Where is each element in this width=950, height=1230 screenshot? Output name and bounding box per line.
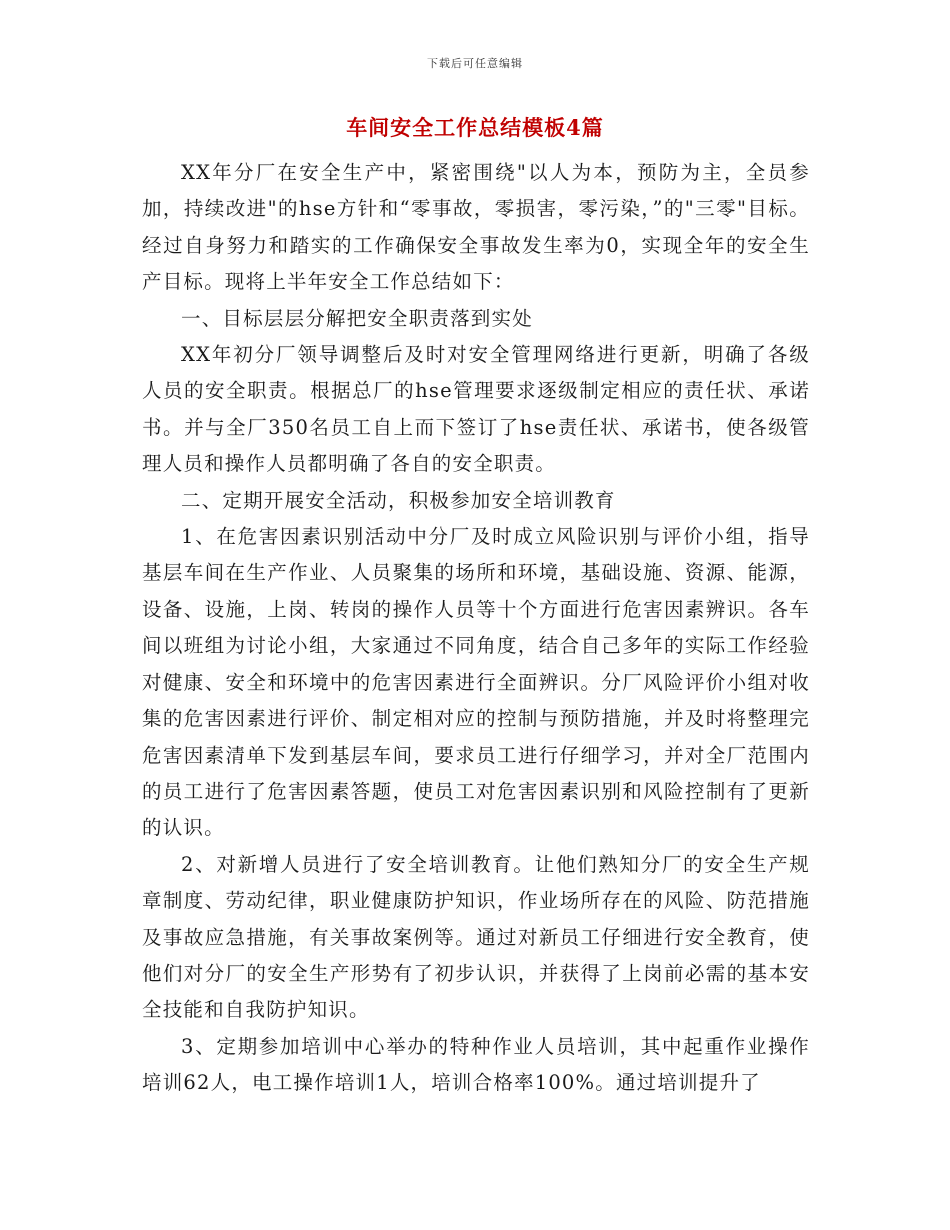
paragraph-intro: XX年分厂在安全生产中，紧密围绕"以人为本，预防为主，全员参加，持续改进"的hse方针和“零事故，零损害，零污染，”的"三零"目标。经过自身努力和踏实的工作确保安全事故发生率为0，实现全年的安全生产目标。现将上半年安全工作总结如下：	[142, 161, 810, 294]
section-heading-1: 一、目标层层分解把安全职责落到实处	[181, 306, 533, 330]
paragraph-item-3: 3、定期参加培训中心举办的特种作业人员培训，其中起重作业操作培训62人，电工操作培训1人，培训合格率100%。通过培训提升了	[142, 1034, 810, 1095]
paragraph-item-1: 1、在危害因素识别活动中分厂及时成立风险识别与评价小组，指导基层车间在生产作业、人员聚集的场所和环境，基础设施、资源、能源，设备、设施，上岗、转岗的操作人员等十个方面进行危害因素辨识。各车间以班组为讨论小组，大家通过不同角度，结合自己多年的实际工作经验对健康、安全和环境中的危害因素进行全面辨识。分厂风险评价小组对收集的危害因素进行评价、制定相对应的控制与预防措施，并及时将整理完危害因素清单下发到基层车间，要求员工进行仔细学习，并对全厂范围内的员工进行了危害因素答题，使员工对危害因素识别和风险控制有了更新的认识。	[142, 525, 810, 840]
document-title: 车间安全工作总结模板4篇	[346, 115, 604, 140]
paragraph-item-2: 2、对新增人员进行了安全培训教育。让他们熟知分厂的安全生产规章制度、劳动纪律，职业健康防护知识，作业场所存在的风险、防范措施及事故应急措施，有关事故案例等。通过对新员工仔细进行安全教育，使他们对分厂的安全生产形势有了初步认识，并获得了上岗前必需的基本安全技能和自我防护知识。	[142, 852, 810, 1022]
header-note: 下载后可任意编辑	[427, 57, 523, 70]
section-heading-2: 二、定期开展安全活动，积极参加安全培训教育	[181, 488, 616, 512]
paragraph-section-1: XX年初分厂领导调整后及时对安全管理网络进行更新，明确了各级人员的安全职责。根据总厂的hse管理要求逐级制定相应的责任状、承诺书。并与全厂350名员工自上而下签订了hse责任状、承诺书，使各级管理人员和操作人员都明确了各自的安全职责。	[142, 343, 810, 476]
document-body	[142, 155, 810, 1102]
